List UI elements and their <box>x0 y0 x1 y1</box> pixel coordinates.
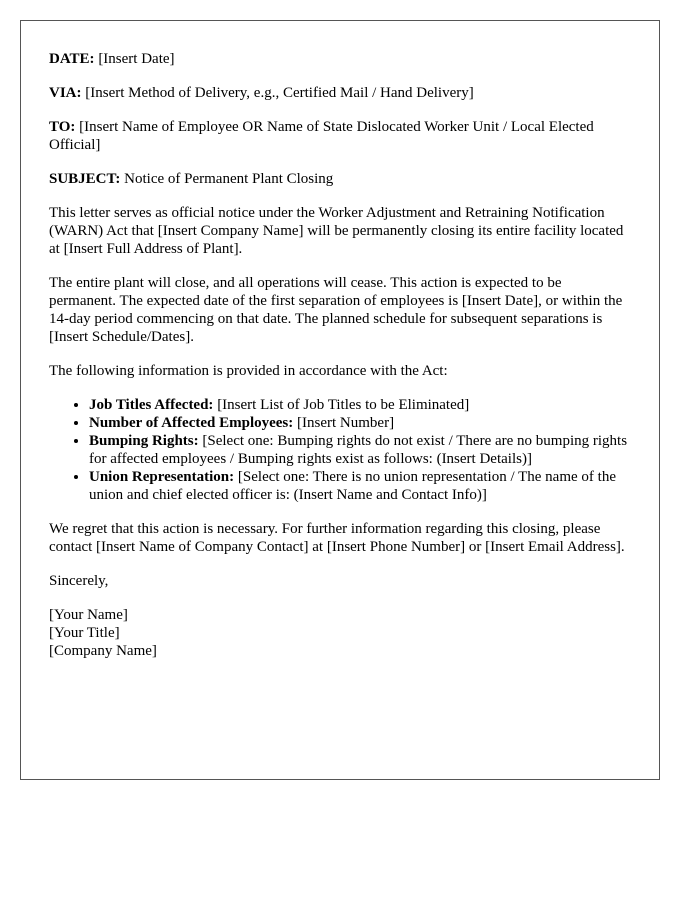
signer-company: [Company Name] <box>49 643 157 659</box>
list-item-text: [Select one: There is no union representation / The name of the union and chief elected officer is: (Insert Name and Contact Info)] <box>89 469 616 503</box>
list-intro: The following information is provided in accordance with the Act: <box>49 363 448 379</box>
list-item <box>89 468 631 504</box>
via-line <box>49 84 631 102</box>
letter-page <box>20 20 660 780</box>
date-label: DATE: <box>49 51 95 67</box>
date-value: [Insert Date] <box>94 51 175 67</box>
to-label: TO: <box>49 119 76 135</box>
list-item-text: [Insert Number] <box>293 415 395 431</box>
list-item-label: Number of Affected Employees: <box>89 415 294 431</box>
list-item <box>89 396 631 414</box>
info-list <box>49 396 631 504</box>
list-item-text: [Insert List of Job Titles to be Eliminated] <box>213 397 470 413</box>
subject-label: SUBJECT: <box>49 171 121 187</box>
list-item-label: Job Titles Affected: <box>89 397 214 413</box>
list-item-label: Bumping Rights: <box>89 433 199 449</box>
subject-value: Notice of Permanent Plant Closing <box>120 171 334 187</box>
signer-name: [Your Name] <box>49 607 128 623</box>
signer-title: [Your Title] <box>49 625 120 641</box>
via-value: [Insert Method of Delivery, e.g., Certified Mail / Hand Delivery] <box>81 85 474 101</box>
list-item <box>89 432 631 468</box>
date-line <box>49 50 631 68</box>
list-item-label: Union Representation: <box>89 469 235 485</box>
closing-paragraph: We regret that this action is necessary. For further information regarding this closing, please contact [Insert Name of Company Contact] at [Insert Phone Number] or [Insert Email Address]. <box>49 521 625 555</box>
list-item-text: [Select one: Bumping rights do not exist / There are no bumping rights for affected employees / Bumping rights exist as follows: (Insert Details)] <box>89 433 628 467</box>
body-paragraph-2: The entire plant will close, and all operations will cease. This action is expected to be permanent. The expected date of the first separation of employees is [Insert Date], or within the 14-day period commencing on that date. The planned schedule for subsequent separations is [Insert Schedule/Dates]. <box>49 275 623 345</box>
body-paragraph-1: This letter serves as official notice under the Worker Adjustment and Retraining Notification (WARN) Act that [Insert Company Name] will be permanently closing its entire facility located at [Insert Full Address of Plant]. <box>49 205 624 257</box>
via-label: VIA: <box>49 85 82 101</box>
salutation: Sincerely, <box>49 573 109 589</box>
list-item <box>89 414 631 432</box>
subject-line <box>49 170 631 188</box>
to-value: [Insert Name of Employee OR Name of State Dislocated Worker Unit / Local Elected Official] <box>49 119 594 153</box>
to-line <box>49 118 631 154</box>
